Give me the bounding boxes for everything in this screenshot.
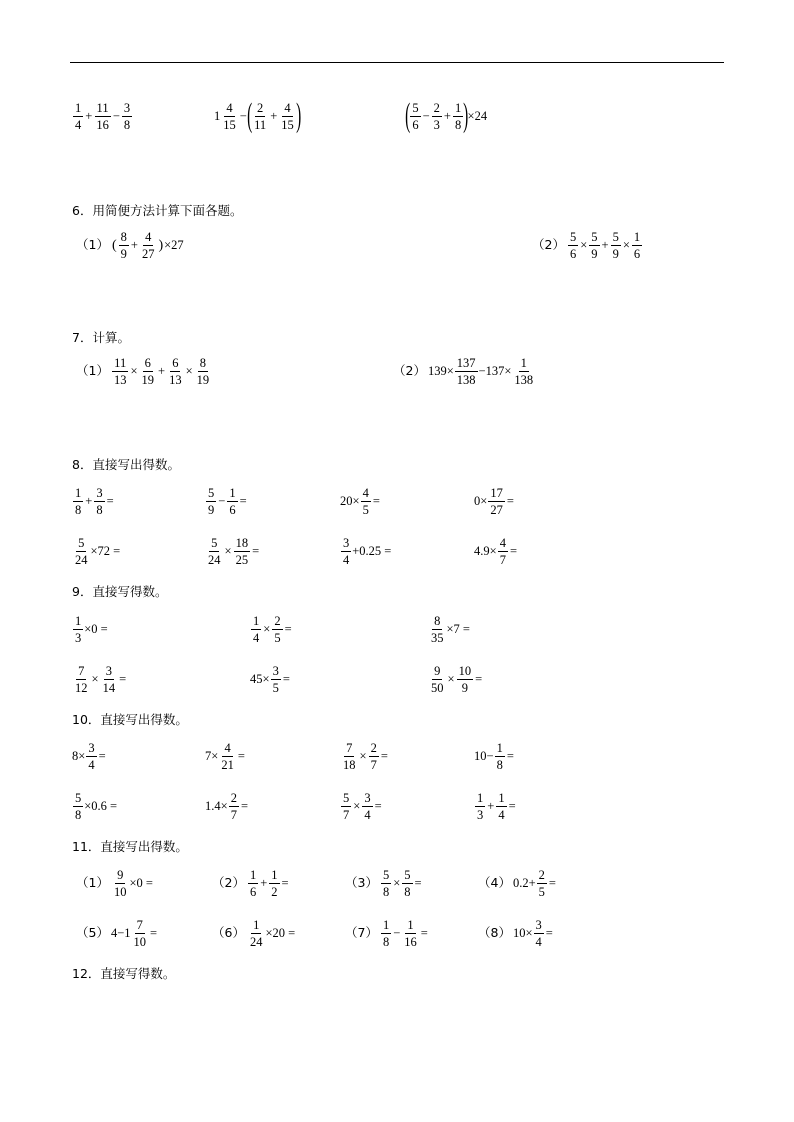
q10-r1c4: 10− $\frac{1}{8}$ = (474, 741, 514, 772)
fraction: $\frac{2}{5}$ (538, 868, 545, 899)
fraction: $\frac{8}{9}$ (120, 230, 127, 261)
q10-r1c2: 7× $\frac{4}{21}$ = (205, 741, 245, 772)
fraction: $\frac{7}{10}$ (133, 918, 147, 949)
q11-item-2: （2） $\frac{1}{6}$ + $\frac{1}{2}$ = (212, 868, 289, 899)
fraction: $\frac{1}{3}$ (477, 791, 484, 822)
fraction: $\frac{7}{18}$ (343, 741, 356, 772)
q8-r1c1: $\frac{1}{8}$ + $\frac{3}{8}$ = (75, 486, 114, 517)
q7-heading: 7．计算。 (72, 330, 130, 345)
q6-item-1: （1） ( $\frac{8}{9}$ + $\frac{4}{27}$ ) ×27 (76, 230, 184, 261)
fraction: $\frac{4}{27}$ (141, 230, 155, 261)
fraction: $\frac{3}{4}$ (343, 536, 350, 567)
fraction: $\frac{8}{19}$ (196, 356, 210, 387)
fraction: $\frac{5}{9}$ (591, 230, 598, 261)
fraction: $\frac{5}{7}$ (343, 791, 350, 822)
fraction: $\frac{1}{24}$ (249, 918, 263, 949)
fraction: $\frac{1}{8}$ (75, 486, 82, 517)
q8-r2c2: $\frac{5}{24}$ × $\frac{18}{25}$ = (208, 536, 260, 567)
fraction: $\frac{11}{13}$ (113, 356, 127, 387)
fraction: $\frac{2}{7}$ (230, 791, 237, 822)
fraction: $\frac{5}{24}$ (208, 536, 221, 567)
header-rule (70, 62, 724, 63)
q8-heading: 8．直接写出得数。 (72, 457, 180, 472)
fraction: $\frac{4}{5}$ (362, 486, 369, 517)
q10-r2c1: $\frac{5}{8}$ ×0.6 = (75, 791, 118, 822)
q8-r2c3: $\frac{3}{4}$ +0.25 = (343, 536, 392, 567)
fraction: $\frac{5}{9}$ (208, 486, 215, 517)
fraction: $\frac{1}{6}$ (633, 230, 641, 261)
fraction: $\frac{3}{4}$ (535, 918, 542, 949)
q9-r2c1: $\frac{7}{12}$ × $\frac{3}{14}$ = (75, 664, 127, 695)
fraction: $\frac{4}{15}$ (281, 100, 294, 132)
q9-r2c3: $\frac{9}{50}$ × $\frac{10}{9}$ = (431, 664, 483, 695)
q11-item-7: （7） $\frac{1}{8}$ − $\frac{1}{16}$ = (345, 918, 428, 949)
q11-item-8: （8） 10× $\frac{3}{4}$ = (478, 918, 553, 949)
fraction: $\frac{17}{27}$ (490, 486, 503, 517)
q10-r2c3: $\frac{5}{7}$ × $\frac{3}{4}$ = (343, 791, 382, 822)
fraction: $\frac{5}{8}$ (382, 868, 390, 899)
fraction: $\frac{2}{3}$ (433, 100, 440, 132)
q6-item-2: （2） $\frac{5}{6}$ × $\frac{5}{9}$ + $\frac{5}{9}$ × $\frac{1}{6}$ (532, 230, 641, 261)
q11-item-3: （3） $\frac{5}{8}$ × $\frac{5}{8}$ = (345, 868, 422, 899)
q10-r1c3: $\frac{7}{18}$ × $\frac{2}{7}$ = (343, 741, 388, 772)
fraction: $\frac{5}{24}$ (75, 536, 88, 567)
fraction: $\frac{7}{12}$ (75, 664, 88, 695)
fraction: $\frac{2}{7}$ (370, 741, 377, 772)
q7-item-1: （1） $\frac{11}{13}$ × $\frac{6}{19}$ + $\frac{6}{13}$ × $\frac{8}{19}$ (76, 356, 210, 387)
q8-r1c3: 20× $\frac{4}{5}$ = (340, 486, 380, 517)
fraction: $\frac{1}{8}$ (496, 741, 503, 772)
problem-top-1: $\frac{1}{4}$ + $\frac{11}{16}$ − $\frac{3}{8}$ (75, 101, 131, 132)
fraction: $\frac{3}{5}$ (272, 664, 279, 695)
fraction: $\frac{3}{8}$ (96, 486, 103, 517)
fraction: $\frac{3}{14}$ (102, 664, 116, 695)
fraction: $\frac{1}{16}$ (404, 918, 417, 949)
fraction: $\frac{11}{16}$ (96, 101, 109, 132)
fraction: $\frac{5}{9}$ (612, 230, 619, 261)
fraction: $\frac{4}{21}$ (221, 741, 234, 772)
fraction: $\frac{5}{8}$ (75, 791, 82, 822)
q9-r1c2: $\frac{1}{4}$ × $\frac{2}{5}$ = (253, 614, 292, 645)
q11-item-6: （6） $\frac{1}{24}$ ×20 = (212, 918, 296, 949)
fraction: $\frac{9}{10}$ (113, 868, 127, 899)
fraction: $\frac{9}{50}$ (431, 664, 444, 695)
fraction: $\frac{4}{15}$ (223, 100, 236, 132)
fraction: $\frac{18}{25}$ (235, 536, 249, 567)
q11-heading: 11．直接写出得数。 (72, 839, 188, 854)
q8-r2c1: $\frac{5}{24}$ ×72 = (75, 536, 121, 567)
q11-item-5: （5） 4−1 $\frac{7}{10}$ = (76, 918, 158, 949)
fraction: $\frac{3}{4}$ (88, 741, 95, 772)
fraction: $\frac{8}{35}$ (431, 614, 444, 645)
fraction: $\frac{6}{13}$ (169, 356, 182, 387)
fraction: $\frac{1}{4}$ (75, 101, 82, 132)
q9-r1c1: $\frac{1}{3}$ ×0 = (75, 614, 108, 645)
fraction: $\frac{1}{8}$ (454, 100, 462, 132)
fraction: $\frac{5}{6}$ (569, 230, 577, 261)
fraction: $\frac{137}{138}$ (456, 356, 476, 387)
fraction: $\frac{10}{9}$ (458, 664, 472, 695)
problem-top-3: ( $\frac{5}{6}$ − $\frac{2}{3}$ + $\frac{1}{8}$ ) ×24 (405, 97, 488, 134)
q7-item-2: （2） 139× $\frac{137}{138}$ −137× $\frac{1}{138}$ (393, 356, 534, 387)
fraction: $\frac{1}{6}$ (229, 486, 236, 517)
fraction: $\frac{3}{4}$ (364, 791, 371, 822)
q10-r1c1: 8× $\frac{3}{4}$ = (72, 741, 106, 772)
fraction: $\frac{5}{8}$ (404, 868, 411, 899)
fraction: $\frac{1}{3}$ (75, 614, 82, 645)
fraction: $\frac{4}{7}$ (499, 536, 506, 567)
q10-r2c4: $\frac{1}{3}$ + $\frac{1}{4}$ = (477, 791, 516, 822)
q9-heading: 9．直接写得数。 (72, 584, 168, 599)
fraction: $\frac{1}{6}$ (249, 868, 257, 899)
q9-r1c3: $\frac{8}{35}$ ×7 = (431, 614, 470, 645)
q10-r2c2: 1.4× $\frac{2}{7}$ = (205, 791, 248, 822)
q8-r1c4: 0× $\frac{17}{27}$ = (474, 486, 514, 517)
fraction: $\frac{1}{138}$ (514, 356, 534, 387)
fraction: $\frac{3}{8}$ (123, 101, 131, 132)
fraction: $\frac{1}{4}$ (253, 614, 260, 645)
q10-heading: 10．直接写出得数。 (72, 712, 188, 727)
q6-heading: 6．用简便方法计算下面各题。 (72, 203, 243, 218)
q8-r2c4: 4.9× $\frac{4}{7}$ = (474, 536, 517, 567)
q11-item-4: （4） 0.2+ $\frac{2}{5}$ = (478, 868, 556, 899)
fraction: $\frac{1}{4}$ (498, 791, 505, 822)
q8-r1c2: $\frac{5}{9}$ − $\frac{1}{6}$ = (208, 486, 247, 517)
fraction: $\frac{2}{5}$ (274, 614, 281, 645)
q11-item-1: （1） $\frac{9}{10}$ ×0 = (76, 868, 153, 899)
fraction: $\frac{5}{6}$ (412, 100, 419, 132)
fraction: $\frac{2}{11}$ (254, 100, 267, 132)
q12-heading: 12．直接写得数。 (72, 966, 176, 981)
fraction: $\frac{1}{8}$ (382, 918, 390, 949)
fraction: $\frac{6}{19}$ (141, 356, 155, 387)
fraction: $\frac{1}{2}$ (271, 868, 278, 899)
q9-r2c2: 45× $\frac{3}{5}$ = (250, 664, 290, 695)
problem-top-2: 1 $\frac{4}{15}$ − ( $\frac{2}{11}$ + $\frac{4}{15}$ ) (214, 97, 301, 134)
